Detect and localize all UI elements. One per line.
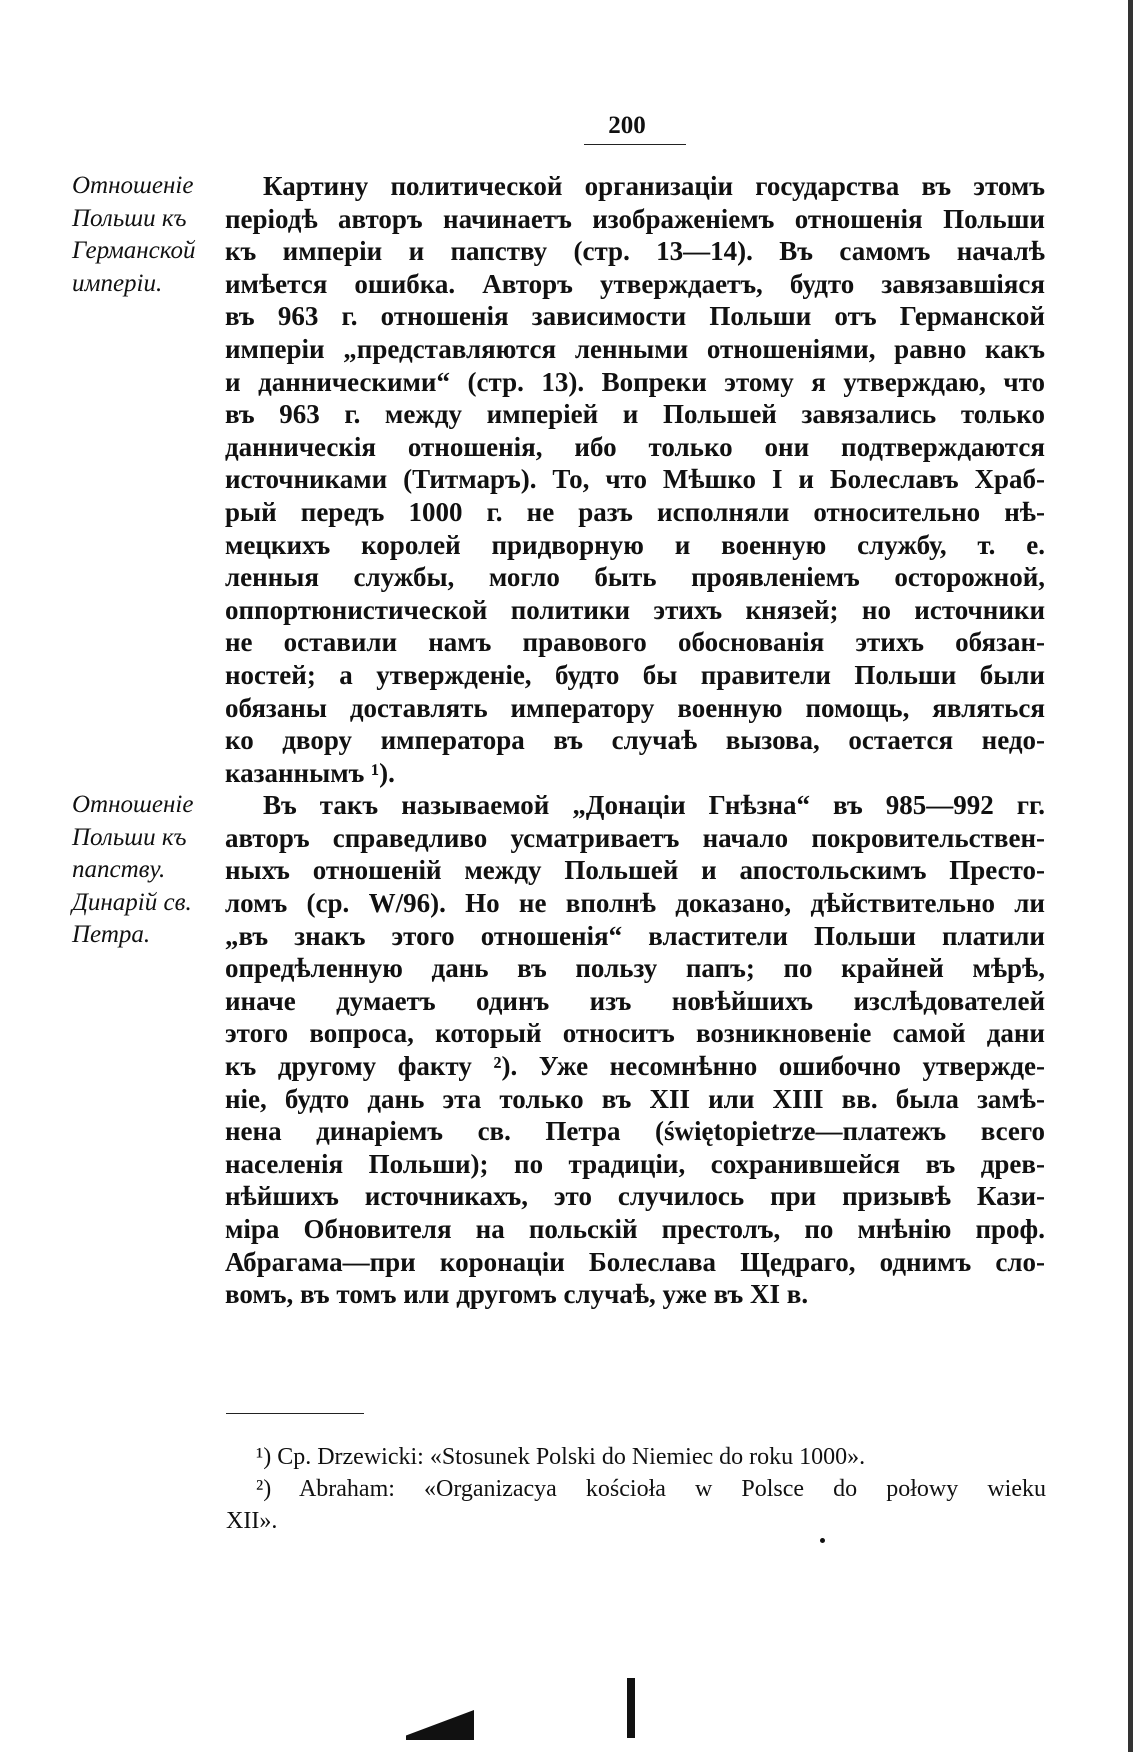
paragraph-1 [225,170,1045,789]
text-line: въ 963 г. между имперіей и Польшей завязались только [225,399,1045,430]
text-line: опредѣленную дань въ пользу папъ; по крайней мѣрѣ, [225,953,1045,984]
text-line: казаннымъ ¹). [225,757,395,788]
text-line: обязаны доставлять императору военную помощь, являться [225,692,1045,723]
text-line: мецкихъ королей придворную и военную службу, т. е. [225,529,1045,560]
text-line: авторъ справедливо усматриваетъ начало покровительствен- [225,822,1045,853]
margin-note-poland-papacy [72,789,220,952]
footnote-line: ¹) Cp. Drzewicki: «Stosunek Polski do Niemiec do roku 1000». [256,1444,866,1470]
scan-dot-mark [820,1538,825,1543]
text-line: ломъ (ср. W/96). Но не вполнѣ доказано, дѣйствительно ли [225,888,1045,919]
text-line: нена динаріемъ св. Петра (świętopietrze—платежъ всего [225,1116,1045,1147]
text-line: ленныя службы, могло быть проявленіемъ осторожной, [225,562,1045,593]
margin-note-line: Польши къ [72,204,187,232]
text-line: населенія Польши); по традиціи, сохранившейся въ древ- [225,1148,1045,1179]
footnote-divider [226,1413,364,1414]
margin-note-poland-germany [72,170,220,300]
margin-note-line: Отношеніе [72,172,194,199]
text-line: міра Обновителя на польскій престолъ, по мнѣнію проф. [225,1214,1045,1244]
text-line: Въ такъ называемой „Донаціи Гнѣзна“ въ 985—992 гг. [263,790,1045,821]
footnote-line: XII». [226,1508,278,1534]
margin-note-line: папству. [72,856,166,884]
footnote-line: ²) Abraham: «Organizacya kościoła w Polsce do połowy wieku [256,1476,1046,1502]
margin-note-line: Динарій св. [72,888,192,916]
text-line: и данническими“ (стр. 13). Вопреки этому я утверждаю, что [225,366,1045,397]
text-line: въ 963 г. отношенія зависимости Польши отъ Германской [225,301,1045,332]
text-line: ныхъ отношеній между Польшей и апостольскимъ Престо- [225,855,1045,886]
footnote-2 [226,1473,1046,1537]
scan-bar-mark [627,1678,635,1738]
text-line: этого вопроса, который относитъ возникновеніе самой дани [225,1018,1045,1049]
margin-note-line: Отношеніе [72,791,194,818]
scan-smudge-mark [406,1710,474,1740]
text-line: рый передъ 1000 г. не разъ исполняли относительно нѣ- [225,496,1045,527]
body-text [225,170,1045,1311]
margin-note-line: Германской [72,237,196,265]
footnotes [226,1441,1046,1537]
text-line: періодѣ авторъ начинаетъ изображеніемъ отношенія Польши [225,203,1045,234]
page-number: 200 [608,112,646,139]
text-line: ностей; а утвержденіе, будто бы правители Польши были [225,659,1045,690]
paragraph-2 [225,789,1045,1311]
text-line: Картину политической организаціи государства въ этомъ [263,171,1045,201]
text-line: имперіи „представляются ленными отношеніями, равно какъ [225,333,1045,364]
text-line: данническія отношенія, ибо только они подтверждаются [225,431,1045,462]
text-line: ко двору императора въ случаѣ вызова, остается недо- [225,725,1045,756]
text-line: имѣется ошибка. Авторъ утверждаетъ, будто завязавшіяся [225,268,1045,299]
text-line: къ другому факту ²). Уже несомнѣнно ошибочно утвержде- [225,1051,1045,1082]
text-line: ніе, будто дань эта только въ XII или XIII вв. была замѣ- [225,1083,1045,1114]
margin-note-line: имперіи. [72,269,163,297]
margin-note-line: Польши къ [72,823,187,851]
text-line: источниками (Титмаръ). То, что Мѣшко I и Болеславъ Храб- [225,464,1045,495]
text-line: Абрагама—при коронаціи Болеслава Щедраго, однимъ сло- [225,1246,1045,1277]
margin-note-line: Петра. [72,921,151,949]
footnote-1 [226,1441,1046,1473]
text-line: оппортюнистической политики этихъ князей; но источники [225,594,1045,625]
text-line: „въ знакъ этого отношенія“ властители Польши платили [225,920,1045,951]
page-number-underline [584,144,686,145]
text-line: нѣйшихъ источникахъ, это случилось при призывѣ Кази- [225,1181,1045,1212]
text-line: къ имперіи и папству (стр. 13—14). Въ самомъ началѣ [225,236,1045,267]
text-line: вомъ, въ томъ или другомъ случаѣ, уже въ XI в. [225,1279,809,1310]
text-line: иначе думаетъ одинъ изъ новѣйшихъ изслѣдователей [225,985,1045,1016]
text-line: не оставили намъ правового обоснованія этихъ обязан- [225,627,1045,658]
scan-edge-line [1128,0,1133,1752]
